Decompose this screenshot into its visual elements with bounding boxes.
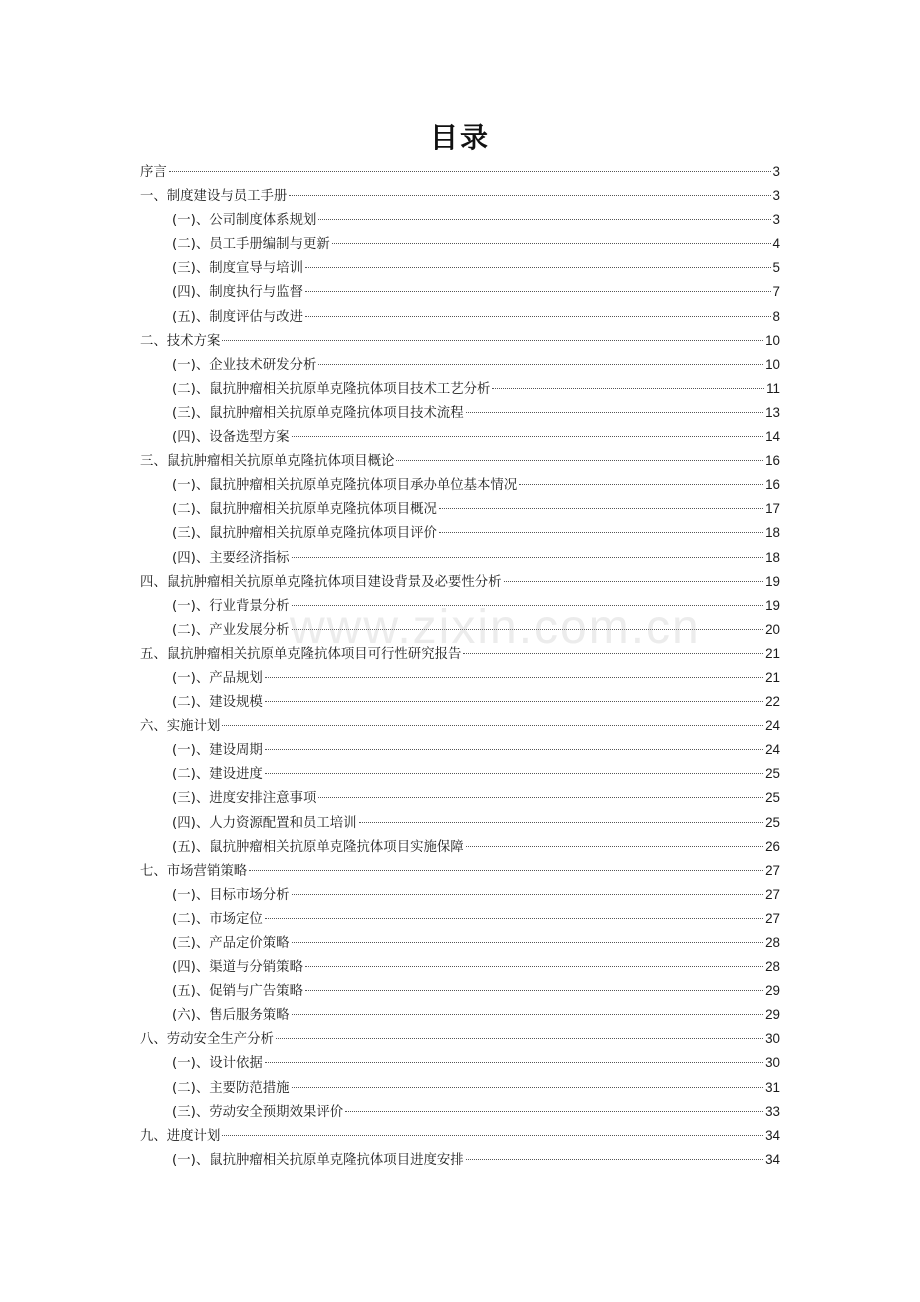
- toc-dot-leader: [492, 388, 764, 389]
- toc-entry-page-number: 27: [765, 862, 780, 878]
- toc-entry-label: (二)、建设规模: [172, 695, 263, 711]
- toc-entry-page-number: 25: [765, 766, 780, 782]
- toc-entry[interactable]: [140, 353, 780, 377]
- toc-entry[interactable]: [140, 690, 780, 714]
- toc-dot-leader: [169, 171, 771, 172]
- toc-dot-leader: [305, 267, 771, 268]
- toc-entry-page-number: 24: [765, 718, 780, 734]
- toc-entry-page-number: 25: [765, 814, 780, 830]
- toc-entry-page-number: 25: [765, 790, 780, 806]
- toc-entry-page-number: 16: [765, 453, 780, 469]
- toc-dot-leader: [305, 291, 771, 292]
- toc-entry-label: (一)、建设周期: [172, 743, 263, 759]
- toc-entry-label: 五、鼠抗肿瘤相关抗原单克隆抗体项目可行性研究报告: [140, 646, 462, 662]
- toc-entry-label: (六)、售后服务策略: [172, 1008, 290, 1024]
- toc-dot-leader: [519, 484, 763, 485]
- toc-entry-page-number: 3: [772, 188, 780, 204]
- toc-entry[interactable]: [140, 1027, 780, 1051]
- toc-entry-label: (二)、建设进度: [172, 767, 263, 783]
- toc-entry-label: (五)、鼠抗肿瘤相关抗原单克隆抗体项目实施保障: [172, 839, 464, 855]
- toc-entry-page-number: 10: [765, 356, 780, 372]
- toc-dot-leader: [318, 797, 763, 798]
- toc-entry[interactable]: [140, 594, 780, 618]
- toc-entry-page-number: 21: [765, 645, 780, 661]
- toc-entry-label: 九、进度计划: [140, 1128, 221, 1144]
- toc-entry-page-number: 27: [765, 910, 780, 926]
- toc-entry-page-number: 5: [772, 260, 780, 276]
- toc-entry-page-number: 3: [772, 212, 780, 228]
- toc-dot-leader: [305, 966, 763, 967]
- toc-entry-label: (四)、设备选型方案: [172, 430, 290, 446]
- toc-dot-leader: [345, 1111, 763, 1112]
- toc-dot-leader: [292, 1087, 764, 1088]
- toc-entry[interactable]: [140, 160, 780, 184]
- toc-entry-page-number: 34: [765, 1151, 780, 1167]
- toc-entry-page-number: 31: [765, 1079, 780, 1095]
- toc-entry[interactable]: [140, 738, 780, 762]
- toc-entry-label: (二)、市场定位: [172, 911, 263, 927]
- toc-entry-label: (三)、劳动安全预期效果评价: [172, 1104, 344, 1120]
- toc-dot-leader: [466, 412, 763, 413]
- toc-entry[interactable]: [140, 1076, 780, 1100]
- toc-dot-leader: [463, 653, 763, 654]
- toc-dot-leader: [305, 316, 771, 317]
- toc-entry[interactable]: [140, 473, 780, 497]
- toc-entry-page-number: 13: [765, 404, 780, 420]
- toc-dot-leader: [318, 364, 763, 365]
- toc-entry[interactable]: [140, 979, 780, 1003]
- toc-dot-leader: [265, 677, 763, 678]
- toc-entry-label: 序言: [140, 165, 167, 180]
- toc-entry-page-number: 7: [772, 284, 780, 300]
- toc-entry-label: (一)、鼠抗肿瘤相关抗原单克隆抗体项目进度安排: [172, 1152, 464, 1168]
- toc-entry-page-number: 29: [765, 983, 780, 999]
- toc-entry-label: (二)、鼠抗肿瘤相关抗原单克隆抗体项目技术工艺分析: [172, 381, 491, 397]
- toc-entry-label: (一)、公司制度体系规划: [172, 213, 317, 229]
- toc-entry[interactable]: [140, 1003, 780, 1027]
- toc-entry-label: (三)、鼠抗肿瘤相关抗原单克隆抗体项目评价: [172, 526, 437, 542]
- toc-entry[interactable]: [140, 786, 780, 810]
- toc-dot-leader: [466, 846, 763, 847]
- toc-dot-leader: [359, 822, 764, 823]
- toc-entry-page-number: 19: [765, 573, 780, 589]
- toc-entry-label: (三)、产品定价策略: [172, 936, 290, 951]
- toc-entry[interactable]: [140, 1124, 780, 1148]
- toc-entry-page-number: 8: [772, 308, 780, 324]
- toc-entry-label: 三、鼠抗肿瘤相关抗原单克隆抗体项目概论: [140, 454, 395, 470]
- toc-entry[interactable]: [140, 449, 780, 473]
- toc-dot-leader: [276, 1038, 763, 1039]
- toc-entry-label: 八、劳动安全生产分析: [140, 1032, 274, 1048]
- toc-entry[interactable]: [140, 570, 780, 594]
- toc-entry[interactable]: [140, 305, 780, 329]
- toc-entry-page-number: 28: [765, 959, 780, 975]
- toc-entry-page-number: 18: [765, 549, 780, 565]
- toc-entry-page-number: 30: [765, 1055, 780, 1071]
- toc-entry-page-number: 24: [765, 742, 780, 758]
- toc-dot-leader: [265, 773, 763, 774]
- toc-entry[interactable]: [140, 1051, 780, 1075]
- toc-entry-page-number: 16: [765, 477, 780, 493]
- toc-dot-leader: [265, 918, 763, 919]
- toc-dot-leader: [249, 870, 763, 871]
- toc-dot-leader: [222, 725, 763, 726]
- toc-entry-page-number: 33: [765, 1103, 780, 1119]
- toc-entry[interactable]: [140, 425, 780, 449]
- toc-dot-leader: [265, 749, 763, 750]
- toc-entry[interactable]: [140, 184, 780, 208]
- watermark: www.zixin.com.cn: [290, 601, 701, 654]
- toc-entry-label: (三)、制度宣导与培训: [172, 261, 303, 277]
- toc-entry-page-number: 22: [765, 694, 780, 710]
- toc-entry-label: (二)、主要防范措施: [172, 1080, 290, 1096]
- toc-entry-page-number: 27: [765, 886, 780, 902]
- toc-dot-leader: [396, 460, 763, 461]
- toc-dot-leader: [292, 1014, 764, 1015]
- toc-entry-label: (二)、产业发展分析: [172, 622, 290, 638]
- toc-entry-page-number: 18: [765, 525, 780, 541]
- toc-entry-page-number: 11: [766, 380, 780, 396]
- toc-entry-page-number: 17: [765, 501, 780, 517]
- toc-dot-leader: [504, 581, 764, 582]
- toc-entry[interactable]: [140, 256, 780, 280]
- toc-dot-leader: [292, 942, 764, 943]
- toc-dot-leader: [265, 1062, 763, 1063]
- toc-entry[interactable]: [140, 666, 780, 690]
- toc-dot-leader: [292, 436, 764, 437]
- toc-entry-page-number: 14: [765, 429, 780, 445]
- toc-entry-label: (一)、鼠抗肿瘤相关抗原单克隆抗体项目承办单位基本情况: [172, 478, 518, 494]
- toc-entry[interactable]: [140, 955, 780, 979]
- toc-entry-label: (三)、进度安排注意事项: [172, 791, 317, 807]
- toc-entry-page-number: 10: [765, 332, 780, 348]
- toc-entry-label: 四、鼠抗肿瘤相关抗原单克隆抗体项目建设背景及必要性分析: [140, 574, 502, 590]
- toc-entry[interactable]: [140, 1100, 780, 1124]
- toc-entry[interactable]: [140, 377, 780, 401]
- toc-entry[interactable]: [140, 859, 780, 883]
- table-of-contents: [140, 160, 780, 1172]
- toc-dot-leader: [305, 990, 763, 991]
- toc-dot-leader: [439, 508, 763, 509]
- toc-entry-label: (一)、目标市场分析: [172, 887, 290, 903]
- toc-dot-leader: [265, 701, 763, 702]
- toc-entry[interactable]: [140, 401, 780, 425]
- toc-entry[interactable]: [140, 907, 780, 931]
- toc-entry[interactable]: [140, 762, 780, 786]
- toc-entry-page-number: 3: [772, 164, 780, 179]
- toc-entry-label: (五)、促销与广告策略: [172, 984, 303, 1000]
- toc-entry-page-number: 30: [765, 1031, 780, 1047]
- toc-entry-label: 七、市场营销策略: [140, 863, 248, 879]
- toc-dot-leader: [292, 557, 764, 558]
- toc-entry-page-number: 28: [765, 935, 780, 950]
- toc-entry-label: 一、制度建设与员工手册: [140, 189, 288, 205]
- toc-entry-label: (一)、行业背景分析: [172, 598, 290, 614]
- toc-entry-label: (四)、渠道与分销策略: [172, 960, 303, 976]
- toc-dot-leader: [222, 1135, 763, 1136]
- toc-entry-label: 六、实施计划: [140, 719, 221, 735]
- toc-title: 目录: [429, 121, 490, 154]
- toc-dot-leader: [318, 219, 770, 220]
- toc-entry-page-number: 19: [765, 597, 780, 613]
- toc-dot-leader: [332, 243, 771, 244]
- toc-entry[interactable]: [140, 546, 780, 570]
- toc-dot-leader: [289, 195, 770, 196]
- toc-entry-page-number: 21: [765, 669, 780, 685]
- toc-entry-page-number: 34: [765, 1127, 780, 1143]
- toc-entry[interactable]: [140, 883, 780, 907]
- toc-dot-leader: [222, 340, 763, 341]
- toc-entry[interactable]: [140, 232, 780, 256]
- toc-dot-leader: [466, 1159, 763, 1160]
- toc-entry[interactable]: [140, 714, 780, 738]
- toc-entry[interactable]: [140, 618, 780, 642]
- toc-entry-label: (五)、制度评估与改进: [172, 309, 303, 325]
- toc-entry[interactable]: [140, 280, 780, 304]
- toc-entry-label: (四)、人力资源配置和员工培训: [172, 815, 357, 831]
- toc-entry[interactable]: [140, 497, 780, 521]
- toc-dot-leader: [292, 894, 764, 895]
- toc-entry[interactable]: [140, 329, 780, 353]
- toc-dot-leader: [292, 629, 764, 630]
- toc-entry[interactable]: [140, 811, 780, 835]
- toc-entry[interactable]: [140, 931, 780, 955]
- toc-entry-page-number: 26: [765, 838, 780, 854]
- toc-entry-label: (一)、产品规划: [172, 670, 263, 686]
- toc-entry-label: (一)、企业技术研发分析: [172, 357, 317, 373]
- toc-entry[interactable]: [140, 208, 780, 232]
- toc-entry-page-number: 4: [772, 236, 780, 252]
- toc-entry[interactable]: [140, 642, 780, 666]
- toc-entry-label: (一)、设计依据: [172, 1056, 263, 1072]
- toc-entry-page-number: 29: [765, 1007, 780, 1023]
- toc-dot-leader: [439, 532, 763, 533]
- toc-entry-label: (二)、员工手册编制与更新: [172, 237, 330, 253]
- toc-entry-label: (四)、制度执行与监督: [172, 285, 303, 301]
- toc-entry[interactable]: [140, 835, 780, 859]
- toc-entry[interactable]: [140, 521, 780, 545]
- toc-entry-label: (三)、鼠抗肿瘤相关抗原单克隆抗体项目技术流程: [172, 405, 464, 421]
- toc-entry-label: (四)、主要经济指标: [172, 550, 290, 566]
- toc-dot-leader: [292, 605, 764, 606]
- toc-entry-label: 二、技术方案: [140, 333, 221, 349]
- toc-entry[interactable]: [140, 1148, 780, 1172]
- toc-entry-page-number: 20: [765, 621, 780, 637]
- toc-entry-label: (二)、鼠抗肿瘤相关抗原单克隆抗体项目概况: [172, 502, 437, 518]
